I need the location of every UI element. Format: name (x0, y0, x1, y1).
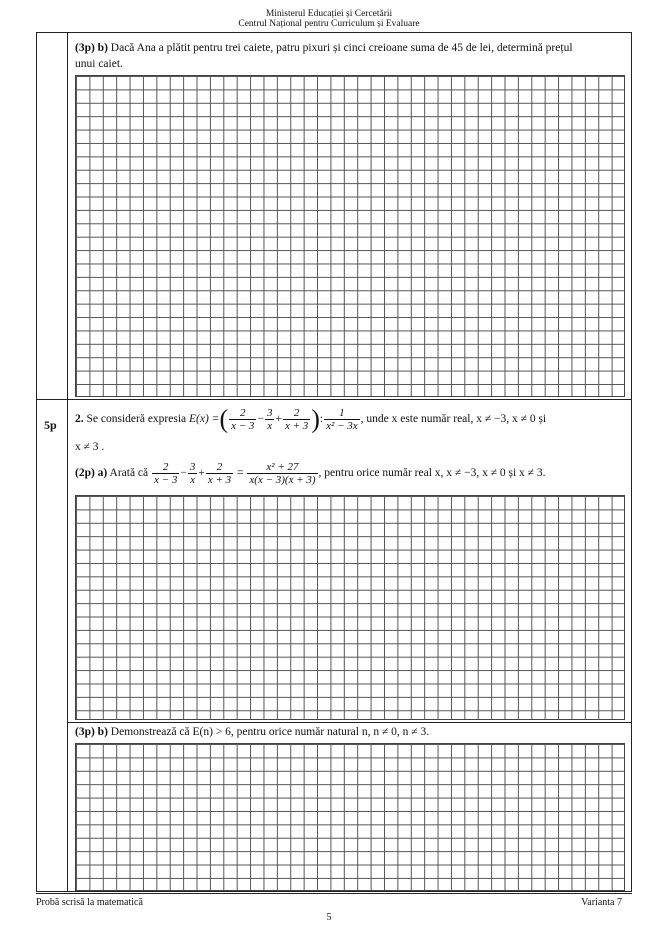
q2b-label: (3p) b) (75, 726, 108, 738)
section-divider (36, 399, 632, 400)
q2-statement (75, 404, 546, 434)
q2b-text (75, 725, 429, 740)
q2a-fraction-3-num: 2 (206, 461, 233, 474)
op-divide: : (319, 413, 324, 425)
q2a-fraction-1 (152, 461, 179, 486)
header-ministry: Ministerul Educației și Cercetării (265, 9, 393, 19)
fraction-1 (229, 407, 256, 432)
fraction-3 (283, 407, 310, 432)
fraction-4 (324, 407, 360, 432)
answer-grid-q2a[interactable] (75, 495, 625, 720)
q1b-text-line1 (75, 41, 573, 56)
right-paren: ) (311, 404, 320, 434)
q2-conditions-cont: x ≠ 3 . (75, 441, 105, 453)
fraction-4-num: 1 (324, 407, 360, 420)
q2-expr-name: E(x) = (189, 413, 220, 425)
footer-left: Probă scrisă la matematică (36, 897, 143, 908)
q2a-op-plus: + (198, 467, 205, 479)
q2a-fraction-3 (206, 461, 233, 486)
answer-grid-q2b[interactable] (75, 743, 625, 891)
q2-intro: Se consideră expresia (86, 413, 187, 425)
q2a-op-minus: − (180, 467, 187, 479)
fraction-2 (265, 407, 275, 432)
q2a-rhs-fraction (247, 461, 317, 486)
points-label: 5p (44, 418, 57, 432)
q2a-label: (2p) a) (75, 467, 108, 479)
answer-grid-q1b[interactable] (75, 75, 625, 397)
left-paren: ( (219, 404, 229, 434)
fraction-3-num: 2 (283, 407, 310, 420)
page-number: 5 (326, 912, 332, 923)
op-plus: + (275, 413, 282, 425)
q2a-fraction-2-den: x (190, 473, 196, 486)
op-minus: − (257, 413, 264, 425)
points-column-divider (67, 32, 68, 892)
q2a-fraction-2 (188, 461, 198, 486)
q2a-rhs-num: x² + 27 (247, 461, 317, 474)
q2a-fraction-1-num: 2 (152, 461, 179, 474)
fraction-2-den: x (267, 419, 273, 432)
q2a-fraction-2-num: 3 (189, 460, 196, 473)
footer-rule (36, 893, 632, 894)
q2a-tail: , pentru orice număr real x, x ≠ −3, x ≠ 0 și x ≠ 3. (318, 467, 546, 479)
q2-conditions: , unde x este număr real, x ≠ −3, x ≠ 0 și (360, 413, 547, 425)
fraction-2-num: 3 (266, 406, 273, 419)
q1b-text-line2: unui caiet. (75, 58, 123, 70)
footer-right: Varianta 7 (581, 897, 622, 908)
header-center: Centrul Național pentru Curriculum și Evaluare (238, 19, 420, 29)
q2a-fraction-3-den: x + 3 (207, 473, 232, 486)
q2a-rhs-den: x(x − 3)(x + 3) (249, 473, 316, 486)
subsection-divider (68, 722, 632, 723)
q2a-fraction-1-den: x − 3 (154, 473, 178, 486)
q2a-verb: Arată că (109, 467, 149, 479)
q2a-statement (75, 458, 546, 488)
q2-number: 2. (75, 413, 84, 425)
fraction-1-den: x − 3 (231, 419, 255, 432)
q1b-label: (3p) b) (75, 42, 108, 54)
q2b-statement: Demonstrează că E(n) > 6, pentru orice număr natural n, n ≠ 0, n ≠ 3. (110, 726, 430, 738)
q2a-equals: = (237, 467, 244, 479)
fraction-4-den: x² − 3x (326, 419, 358, 432)
q1b-statement: Dacă Ana a plătit pentru trei caiete, patru pixuri și cinci creioane suma de 45 de lei, determină prețul (110, 42, 573, 54)
fraction-3-den: x + 3 (284, 419, 309, 432)
fraction-1-num: 2 (229, 407, 256, 420)
